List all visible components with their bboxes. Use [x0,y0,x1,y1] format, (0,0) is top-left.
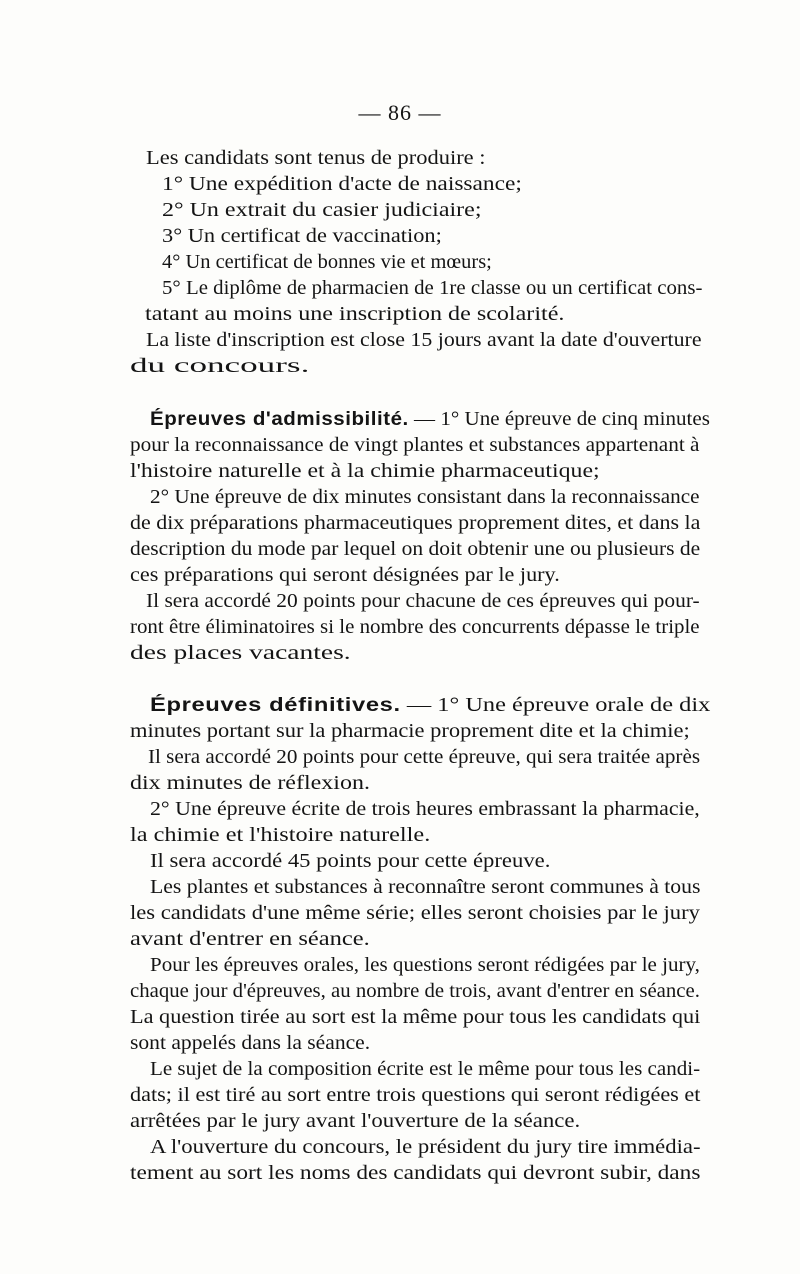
text-line: minutes portant sur la pharmacie proprement dite et la chimie; [130,721,690,742]
section-heading-line [150,407,710,433]
list-item: 3° Un certificat de vaccination; [162,226,442,247]
text-line: 2° Une épreuve de dix minutes consistant dans la reconnaissance [150,487,700,508]
text-line: La question tirée au sort est la même pour tous les candidats qui [130,1007,701,1028]
list-item: 1° Une expédition d'acte de naissance; [162,174,522,195]
text-line: les candidats d'une même série; elles seront choisies par le jury [130,903,700,924]
text-line: 2° Une épreuve écrite de trois heures embrassant la pharmacie, [150,799,700,820]
text-line: Il sera accordé 20 points pour chacune de ces épreuves qui pour- [146,591,700,612]
text-line: La liste d'inscription est close 15 jours avant la date d'ouverture [146,330,702,351]
text-line: chaque jour d'épreuves, au nombre de trois, avant d'entrer en séance. [130,981,700,1002]
text-line: pour la reconnaissance de vingt plantes et substances appartenant à [130,435,700,456]
text-line: Les candidats sont tenus de produire : [146,148,486,169]
text-line: Il sera accordé 20 points pour cette épreuve, qui sera traitée après [148,747,701,768]
text-line: description du mode par lequel on doit obtenir une ou plusieurs de [130,539,701,560]
text-line: tatant au moins une inscription de scolarité. [145,304,565,325]
text-line: arrêtées par le jury avant l'ouverture de la séance. [130,1111,581,1132]
text-line: — 1° Une épreuve orale de dix [400,695,711,716]
list-item: 5° Le diplôme de pharmacien de 1re classe ou un certificat cons- [162,278,703,299]
list-item: 2° Un extrait du casier judiciaire; [162,200,482,221]
text-line: ront être éliminatoires si le nombre des concurrents dépasse le triple [130,617,700,638]
text-line: — 1° Une épreuve de cinq minutes [408,409,710,430]
text-line: de dix préparations pharmaceutiques proprement dites, et dans la [130,513,701,534]
text-line: la chimie et l'histoire naturelle. [130,825,431,846]
text-line: sont appelés dans la séance. [130,1033,371,1054]
text-line: ces préparations qui seront désignées par le jury. [130,565,560,586]
text-line: Il sera accordé 45 points pour cette épreuve. [150,851,551,872]
text-line: tement au sort les noms des candidats qui devront subir, dans [130,1163,701,1184]
text-line: Pour les épreuves orales, les questions seront rédigées par le jury, [150,955,700,976]
text-line: du concours. [130,356,310,377]
text-line: Les plantes et substances à reconnaître seront communes à tous [150,877,701,898]
section-heading-line [150,693,710,719]
text-line: des places vacantes. [130,643,351,664]
page-number: — 86 — [358,100,442,125]
list-item: 4° Un certificat de bonnes vie et mœurs; [162,252,492,273]
section-heading: Épreuves d'admissibilité. [150,409,409,430]
text-line: avant d'entrer en séance. [130,929,370,950]
section-heading: Épreuves définitives. [150,695,401,716]
text-line: l'histoire naturelle et à la chimie pharmaceutique; [130,461,600,482]
text-line: dix minutes de réflexion. [130,773,370,794]
text-line: Le sujet de la composition écrite est le même pour tous les candi- [150,1059,701,1080]
text-line: dats; il est tiré au sort entre trois questions qui seront rédigées et [130,1085,701,1106]
text-line: A l'ouverture du concours, le président du jury tire immédia- [150,1137,701,1158]
